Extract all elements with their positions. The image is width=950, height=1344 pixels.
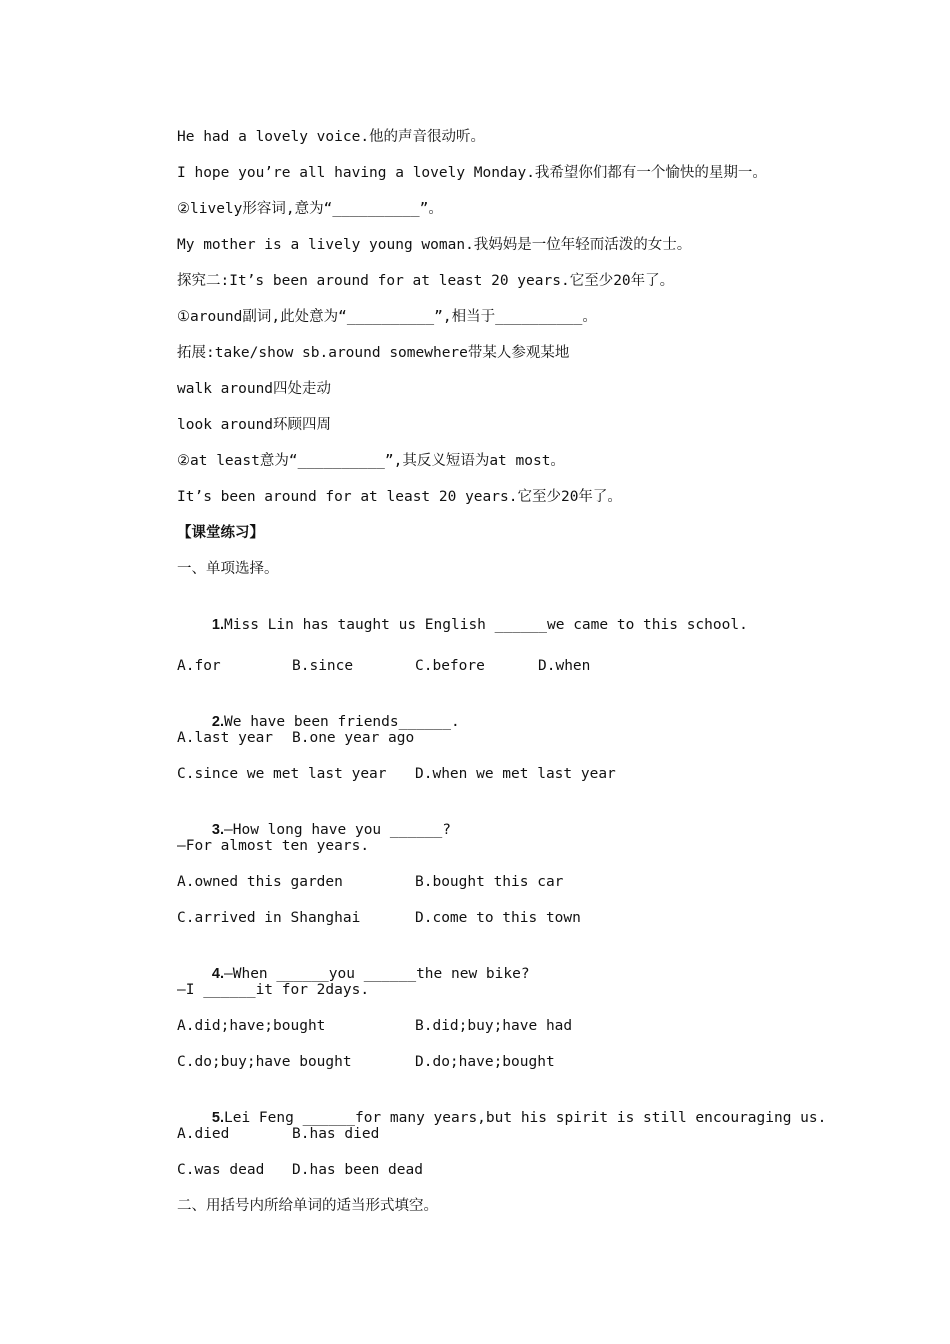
option-b[interactable]: B.since bbox=[292, 658, 354, 674]
option-b[interactable]: B.has died bbox=[292, 1126, 380, 1142]
question-stem: Miss Lin has taught us English ______we came to this school. bbox=[224, 617, 748, 633]
example-sentence-at-least: It’s been around for at least 20 years.它至少20年了。 bbox=[177, 489, 622, 505]
extension-look-around: look around环顾四周 bbox=[177, 417, 332, 433]
question-number: 2. bbox=[211, 714, 225, 730]
at-least-definition-blank: ②at least意为“__________”,其反义短语为at most。 bbox=[177, 453, 565, 469]
question-number: 1. bbox=[211, 617, 225, 633]
question-stem: —When ______you ______the new bike? bbox=[224, 966, 530, 982]
option-c[interactable]: C.before bbox=[415, 658, 485, 674]
option-d[interactable]: D.has been dead bbox=[292, 1162, 423, 1178]
question-1 bbox=[177, 595, 748, 655]
section-one-heading: 一、单项选择。 bbox=[177, 561, 279, 577]
option-b[interactable]: B.bought this car bbox=[415, 874, 564, 890]
option-d[interactable]: D.do;have;bought bbox=[415, 1054, 555, 1070]
example-sentence-lovely-monday: I hope you’re all having a lovely Monday.我希望你们都有一个愉快的星期一。 bbox=[177, 165, 767, 181]
option-d[interactable]: D.when bbox=[538, 658, 591, 674]
option-a[interactable]: A.owned this garden bbox=[177, 874, 343, 890]
exploration-two-heading: 探究二:It’s been around for at least 20 years.它至少20年了。 bbox=[177, 273, 675, 289]
around-definition-blank: ①around副词,此处意为“__________”,相当于__________。 bbox=[177, 309, 597, 325]
option-b[interactable]: B.did;buy;have had bbox=[415, 1018, 573, 1034]
question-number: 4. bbox=[211, 966, 225, 982]
question-number: 3. bbox=[211, 822, 225, 838]
option-a[interactable]: A.did;have;bought bbox=[177, 1018, 326, 1034]
question-stem: We have been friends______. bbox=[224, 714, 460, 730]
question-stem: Lei Feng ______for many years,but his spirit is still encouraging us. bbox=[224, 1110, 827, 1126]
section-two-heading: 二、用括号内所给单词的适当形式填空。 bbox=[177, 1198, 438, 1214]
option-b[interactable]: B.one year ago bbox=[292, 730, 415, 746]
lively-definition-blank: ②lively形容词,意为“__________”。 bbox=[177, 201, 443, 217]
option-d[interactable]: D.come to this town bbox=[415, 910, 581, 926]
option-c[interactable]: C.since we met last year bbox=[177, 766, 387, 782]
example-sentence-lively-woman: My mother is a lively young woman.我妈妈是一位年轻而活泼的女士。 bbox=[177, 237, 692, 253]
option-a[interactable]: A.for bbox=[177, 658, 221, 674]
question-3-response: —For almost ten years. bbox=[177, 838, 370, 854]
option-d[interactable]: D.when we met last year bbox=[415, 766, 616, 782]
extension-take-show-around: 拓展:take/show sb.around somewhere带某人参观某地 bbox=[177, 345, 570, 361]
option-c[interactable]: C.was dead bbox=[177, 1162, 265, 1178]
option-a[interactable]: A.last year bbox=[177, 730, 274, 746]
question-4-response: —I ______it for 2days. bbox=[177, 982, 370, 998]
option-a[interactable]: A.died bbox=[177, 1126, 230, 1142]
question-stem: —How long have you ______? bbox=[224, 822, 451, 838]
classroom-practice-heading: 【课堂练习】 bbox=[177, 524, 264, 541]
question-number: 5. bbox=[211, 1110, 225, 1126]
example-sentence-lovely-voice: He had a lovely voice.他的声音很动听。 bbox=[177, 129, 486, 145]
option-c[interactable]: C.do;buy;have bought bbox=[177, 1054, 352, 1070]
question-5 bbox=[177, 1088, 826, 1148]
option-c[interactable]: C.arrived in Shanghai bbox=[177, 910, 361, 926]
extension-walk-around: walk around四处走动 bbox=[177, 381, 332, 397]
